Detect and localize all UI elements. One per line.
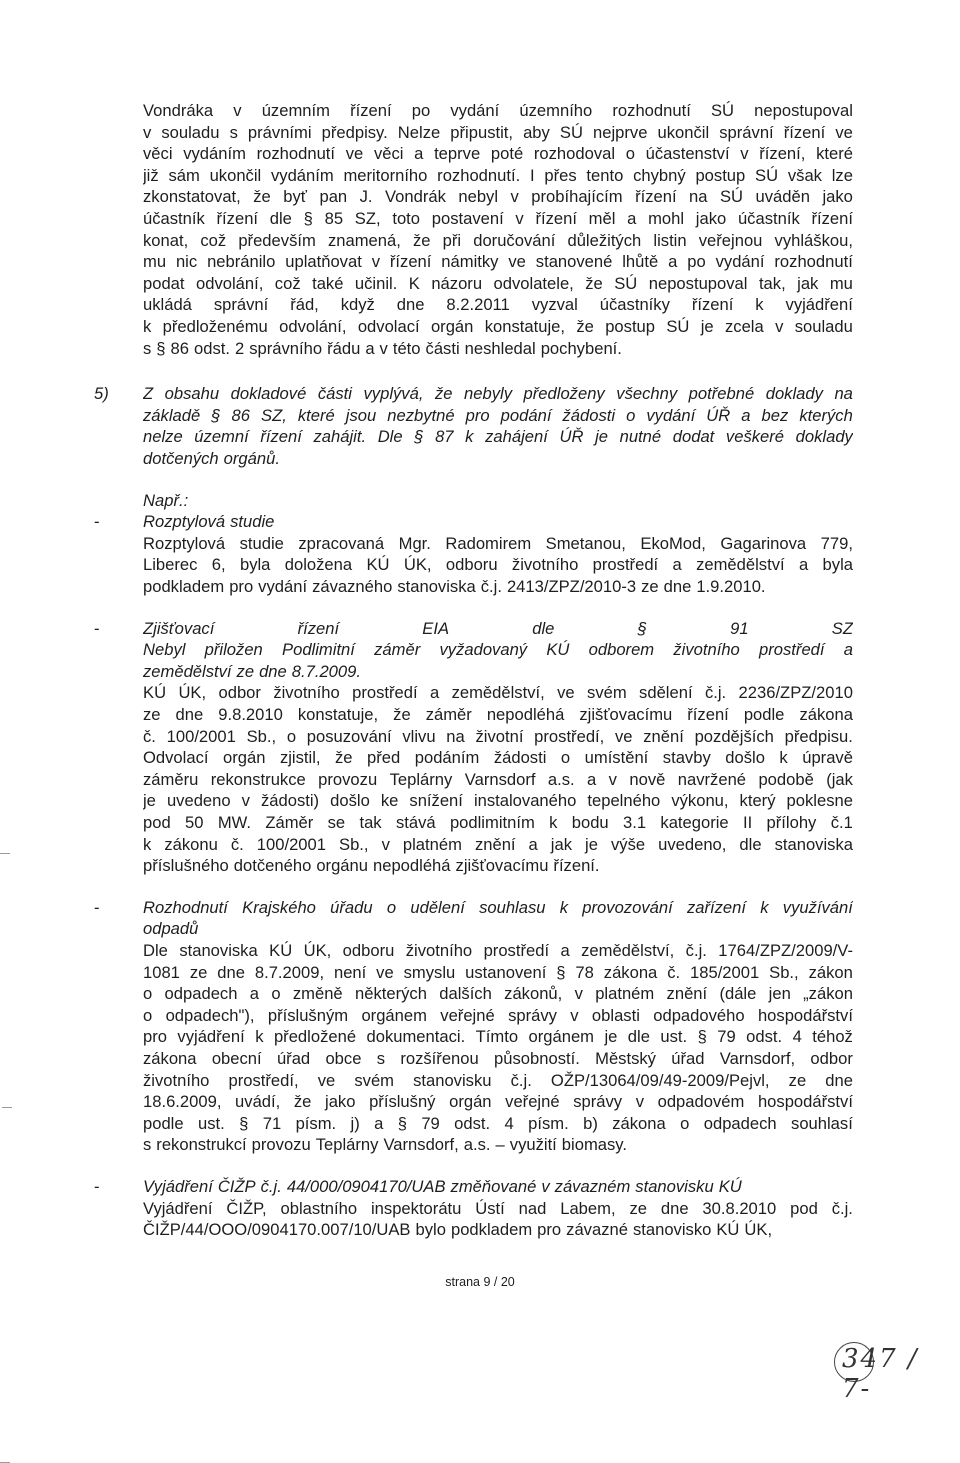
text-line: Dle stanoviska KÚ ÚK, odboru životního prostředí a zemědělství, č.j. 1764/ZPZ/2009/V-: [143, 941, 853, 960]
text-line: příslušného dotčeného orgánu nepodléhá zjišťovacímu řízení.: [143, 856, 600, 876]
text-line: k zákonu č. 100/2001 Sb., v platném znění a jak je výše uvedeno, dle stanoviska: [143, 834, 853, 854]
margin-mark: [2, 1107, 12, 1108]
text-line: o odpadech"), příslušným orgánem veřejné správy v oblasti odpadového hospodářství: [143, 1005, 853, 1025]
text-line: Liberec 6, byla doložena KÚ ÚK, odboru životního prostředí a zemědělství a byla: [143, 555, 853, 575]
text-line: v souladu s právními předpisy. Nelze připustit, aby SÚ nejprve ukončil správní řízení ve: [143, 122, 853, 142]
text-line: s rekonstrukcí provozu Teplárny Varnsdorf, a.s. – využití biomasy.: [143, 1135, 627, 1155]
text-line: dotčených orgánů.: [143, 448, 280, 468]
text-line: životního prostředí, ve svém stanovisku č.j. OŽP/13064/09/49-2009/Pejvl, ze dne: [143, 1070, 853, 1090]
text-line: podle ust. § 71 písm. j) a § 79 odst. 4 písm. b) zákona o odpadech souhlasí: [143, 1113, 853, 1133]
text-line: Nebyl přiložen Podlimitní záměr vyžadovaný KÚ odborem životního prostředí a: [143, 640, 853, 660]
text-line: Vyjádření ČIŽP č.j. 44/000/0904170/UAB změňované v závazném stanovisku KÚ: [143, 1177, 742, 1196]
point-5-text: [143, 383, 853, 469]
text-line: Odvolací orgán zjistil, že před podáním žádosti o umístění stavby došlo k úpravě: [143, 748, 853, 768]
text-line: věci vydáním rozhodnutí ve věci a teprve poté rozhodoval o účastenství v řízení, které: [143, 144, 853, 164]
text-line: s § 86 odst. 2 správního řádu a v této části neshledal pochybení.: [143, 338, 622, 358]
text-line: účastník řízení dle § 85 SZ, toto postavení v řízení měl a mohl jako účastník řízení: [143, 208, 853, 228]
text-line: pod 50 MW. Záměr se tak stává podlimitním k bodu 3.1 kategorie II přílohy č.1: [143, 812, 853, 832]
text-line: KÚ ÚK, odbor životního prostředí a zemědělství, ve svém sdělení č.j. 2236/ZPZ/2010: [143, 683, 853, 703]
item-body: [143, 1198, 853, 1241]
text-line: ukládá správní řád, když dne 8.2.2011 vyzval účastníky řízení k vyjádření: [143, 295, 853, 315]
text-line: nelze územní řízení zahájit. Dle § 87 k zahájení ÚŘ je nutné dodat veškeré doklady: [143, 427, 853, 447]
page-number: strana 9 / 20: [445, 1275, 515, 1289]
paragraph-continuation: [143, 100, 853, 359]
stamp-text: 347 / 7-: [842, 1344, 919, 1404]
text-line: 1081 ze dne 8.7.2009, není ve smyslu ustanovení § 78 zákona č. 185/2001 Sb., zákon: [143, 962, 853, 982]
text-line: odpadů: [143, 919, 199, 939]
list-dash: -: [94, 512, 100, 532]
item-title: [143, 511, 853, 533]
item-body: [143, 682, 853, 876]
text-line: zkonstatovat, že byť pan J. Vondrák nebyl v probíhajícím řízení na SÚ uváděn jako: [143, 187, 853, 207]
text-line: je uvedeno v žádosti) došlo ke snížení instalovaného tepelného výkonu, který poklesne: [143, 791, 853, 811]
text-line: ze dne 9.8.2010 konstatuje, že záměr nepodléhá zjišťovacímu řízení podle zákona: [143, 704, 853, 724]
text-line: Z obsahu dokladové části vyplývá, že nebyly předloženy všechny potřebné doklady na: [143, 384, 853, 404]
text-line: podat odvolání, což také učinil. K názoru odvolatele, že SÚ nepostupoval tak, jak mu: [143, 273, 853, 293]
text-line: záměru rekonstrukce provozu Teplárny Varnsdorf a.s. a v nově navržené podobě (jak: [143, 769, 853, 789]
text-line: Zjišťovací řízení EIA dle § 91 SZ: [143, 618, 853, 638]
text-line: již sám ukončil vydáním meritorního rozhodnutí. I přes tento chybný postup SÚ však lze: [143, 165, 853, 185]
item-body: [143, 533, 853, 598]
item-title: [143, 618, 853, 683]
text-line: o odpadech a o změně některých dalších zákonů, v platném znění (dále jen „zákon: [143, 984, 853, 1004]
text-line: Rozptylová studie zpracovaná Mgr. Radomirem Smetanou, EkoMod, Gagarinova 779,: [143, 533, 853, 553]
text-line: konat, což především znamená, že při doručování důležitých listin veřejnou vyhláškou,: [143, 230, 853, 250]
item-title: [143, 1176, 853, 1198]
text-line: Vyjádření ČIŽP, oblastního inspektorátu Ústí nad Labem, ze dne 30.8.2010 pod č.j.: [143, 1198, 853, 1218]
text-line: pro vyjádření k předložené dokumentaci. Tímto orgánem je dle ust. § 79 odst. 4 téhož: [143, 1027, 853, 1047]
text-line: základě § 86 SZ, které jsou nezbytné pro podání žádosti o vydání ÚŘ a bez kterých: [143, 405, 853, 425]
list-dash: -: [94, 897, 100, 917]
text-line: Vondráka v územním řízení po vydání územního rozhodnutí SÚ nepostupoval: [143, 101, 853, 120]
margin-mark: [0, 853, 10, 854]
item-body: [143, 940, 853, 1156]
text-line: č. 100/2001 Sb., o posuzování vlivu na životní prostředí, ve znění pozdějších předpisu.: [143, 726, 853, 746]
point-number: 5): [94, 384, 109, 404]
list-dash: -: [94, 618, 100, 638]
text-line: zemědělství ze dne 8.7.2009.: [143, 661, 361, 681]
handwritten-page-stamp: [834, 1338, 934, 1404]
text-line: k předloženému odvolání, odvolací orgán konstatuje, že postup SÚ je zcela v souladu: [143, 316, 853, 336]
text-line: Rozptylová studie: [143, 512, 275, 532]
item-title: [143, 897, 853, 940]
text-line: zákona obecní úřad obce s rozšířenou působností. Městský úřad Varnsdorf, odbor: [143, 1048, 853, 1068]
text-line: mu nic nebránilo uplatňovat v řízení námitky ve stanovené lhůtě a po vydání rozhodnutí: [143, 252, 853, 272]
text-line: Rozhodnutí Krajského úřadu o udělení souhlasu k provozování zařízení k využívání: [143, 897, 853, 917]
text-line: ČIŽP/44/OOO/0904170.007/10/UAB bylo podkladem pro závazné stanovisko KÚ ÚK,: [143, 1220, 773, 1240]
list-dash: -: [94, 1177, 100, 1196]
example-label: Např.:: [143, 490, 189, 510]
text-line: 18.6.2009, uvádí, že jako příslušný orgán veřejné správy v odpadovém hospodářství: [143, 1092, 853, 1112]
text-line: podkladem pro vydání závazného stanoviska č.j. 2413/ZPZ/2010-3 ze dne 1.9.2010.: [143, 576, 766, 596]
